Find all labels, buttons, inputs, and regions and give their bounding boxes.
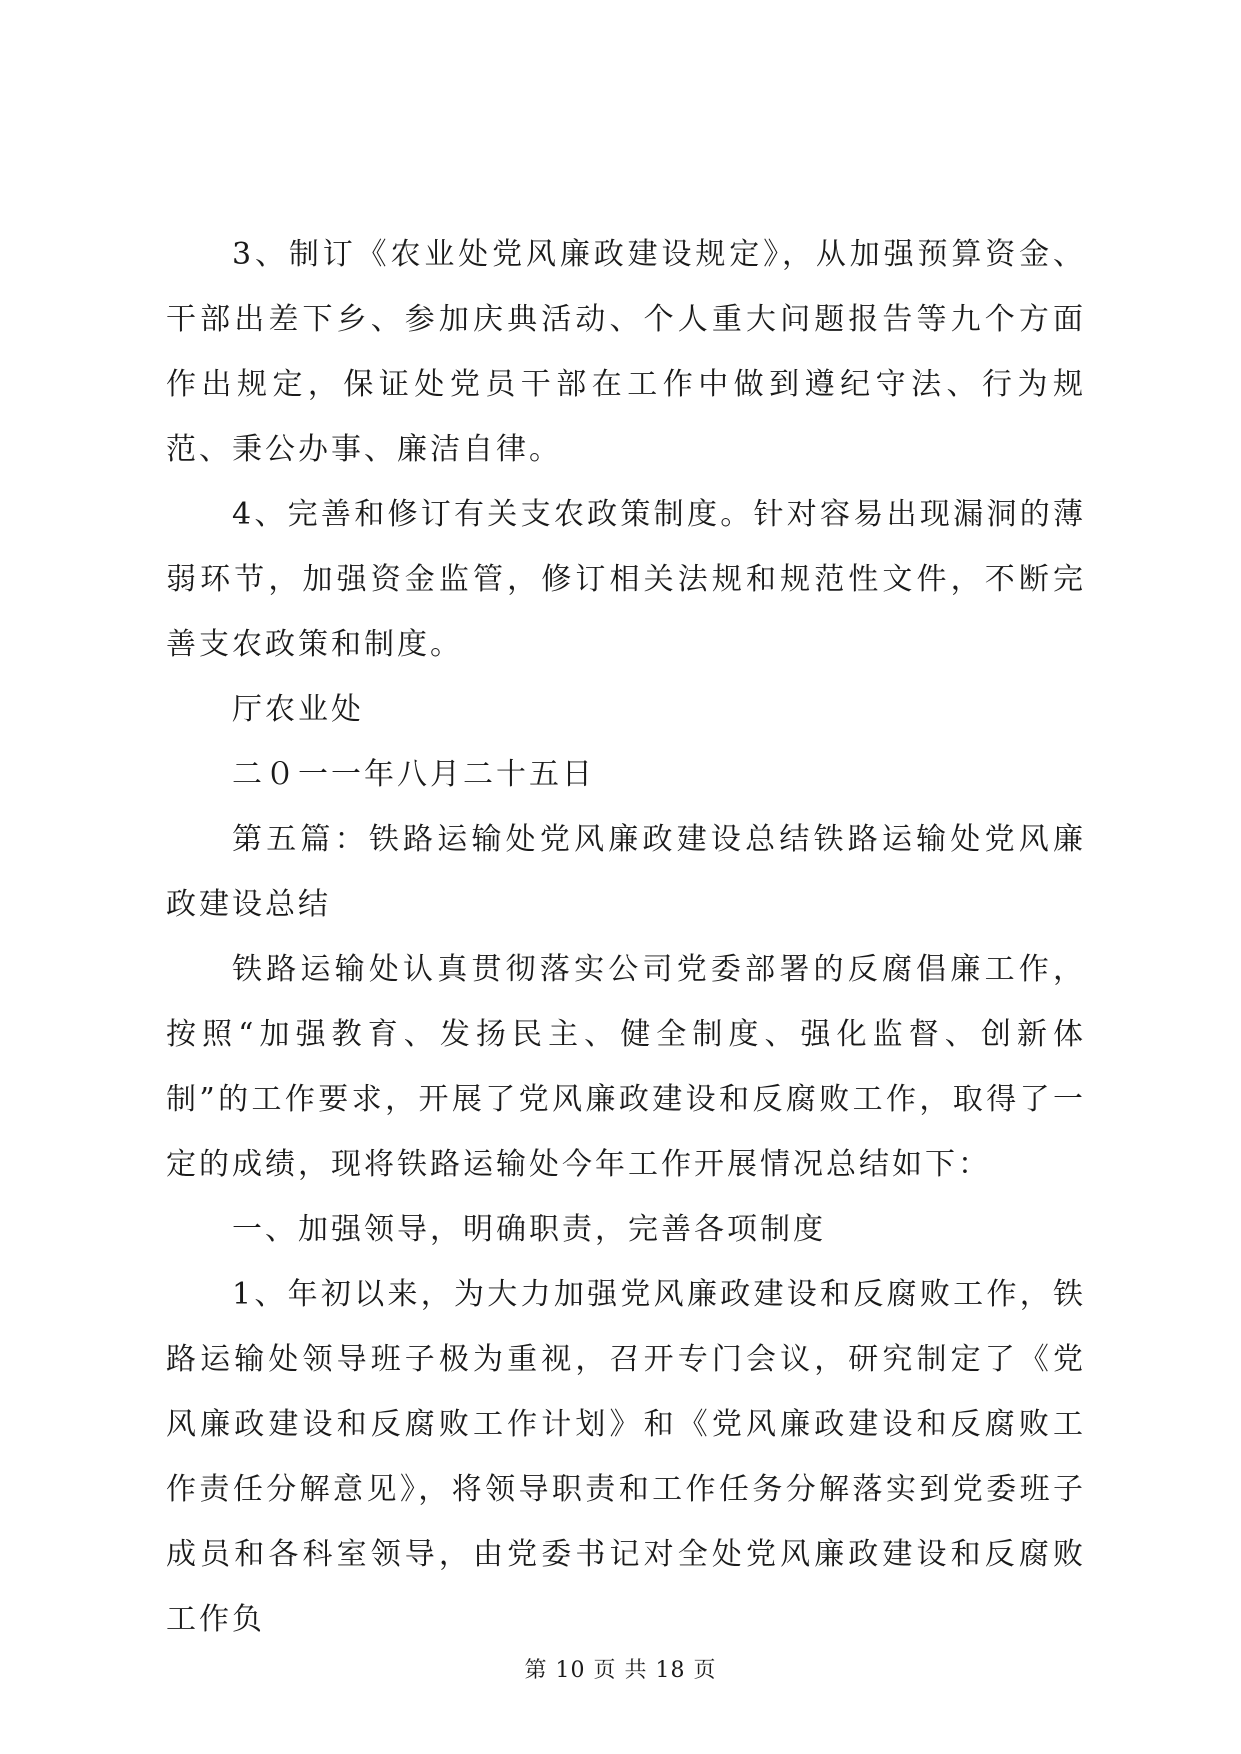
- section-heading-part-five: 第五篇：铁路运输处党风廉政建设总结铁路运输处党风廉政建设总结: [166, 822, 1086, 922]
- signature-date: 二０一一年八月二十五日: [232, 757, 595, 792]
- intro-paragraph: 铁路运输处认真贯彻落实公司党委部署的反腐倡廉工作，按照“加强教育、发扬民主、健全制度、强化监督、创新体制”的工作要求，开展了党风廉政建设和反腐败工作，取得了一定的成绩，现将铁路运输处今年工作开展情况总结如下：: [166, 952, 1086, 1182]
- page-number-footer: 第 10 页 共 18 页: [524, 1658, 717, 1683]
- subsection-heading-one: 一、加强领导，明确职责，完善各项制度: [232, 1212, 826, 1247]
- paragraph-item-4: 4、完善和修订有关支农政策制度。针对容易出现漏洞的薄弱环节，加强资金监管，修订相关法规和规范性文件，不断完善支农政策和制度。: [166, 497, 1086, 662]
- document-body: [166, 222, 1086, 1652]
- signature-department: 厅农业处: [232, 692, 364, 727]
- paragraph-item-1: 1、年初以来，为大力加强党风廉政建设和反腐败工作，铁路运输处领导班子极为重视，召开专门会议，研究制定了《党风廉政建设和反腐败工作计划》和《党风廉政建设和反腐败工作责任分解意见》，将领导职责和工作任务分解落实到党委班子成员和各科室领导，由党委书记对全处党风廉政建设和反腐败工作负: [166, 1277, 1086, 1637]
- paragraph-item-3: 3、制订《农业处党风廉政建设规定》，从加强预算资金、干部出差下乡、参加庆典活动、个人重大问题报告等九个方面作出规定，保证处党员干部在工作中做到遵纪守法、行为规范、秉公办事、廉洁自律。: [166, 237, 1086, 467]
